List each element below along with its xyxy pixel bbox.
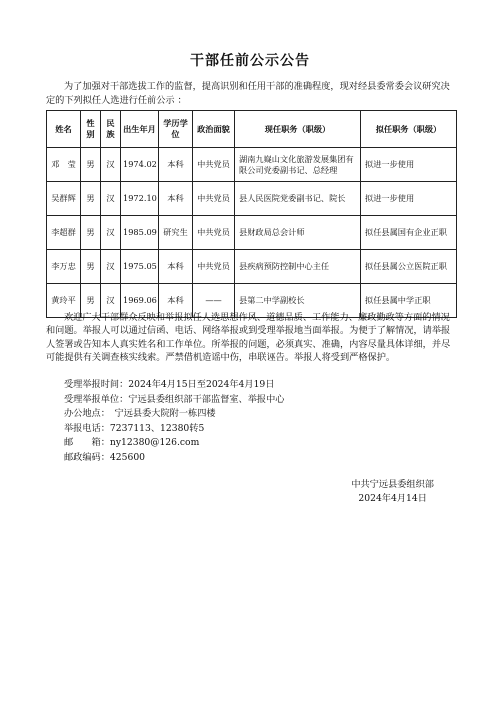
report-unit: 受理举报单位：宁远县委组织部干部监督室、举报中心	[64, 393, 285, 405]
cell-name: 邓 莹	[47, 148, 81, 182]
cell-gender: 男	[81, 216, 101, 250]
cell-gender: 男	[81, 284, 101, 318]
cell-ethnicity: 汉	[101, 250, 121, 284]
table-row	[47, 148, 457, 182]
issue-date: 2024年4月14日	[358, 493, 427, 504]
cell-current-post: 县第二中学副校长	[235, 284, 361, 318]
cell-proposed-post: 拟任县属公立医院正职	[361, 250, 457, 284]
header-name: 姓名	[47, 111, 81, 148]
cell-proposed-post: 拟进一步使用	[361, 182, 457, 216]
cell-ethnicity: 汉	[101, 284, 121, 318]
cell-current-post: 县疾病预防控制中心主任	[235, 250, 361, 284]
cell-proposed-post: 拟进一步使用	[361, 148, 457, 182]
cell-political: 中共党员	[193, 148, 235, 182]
cell-current-post: 湖南九嶷山文化旅游发展集团有限公司党委副书记、总经理	[235, 148, 361, 182]
cell-birth: 1972.10	[121, 182, 159, 216]
cell-proposed-post: 拟任县属国有企业正职	[361, 216, 457, 250]
cell-education: 本科	[159, 182, 193, 216]
contact-block	[64, 378, 285, 465]
cell-ethnicity: 汉	[101, 148, 121, 182]
header-current-post: 现任职务（职级）	[235, 111, 361, 148]
header-political: 政治面貌	[193, 111, 235, 148]
intro-paragraph: 为了加强对干部选拔工作的监督，提高识别和任用干部的准确程度，现对经县委常委会议研究决定的下列拟任人选进行任前公示 ：	[46, 81, 450, 106]
header-birth: 出生年月	[121, 111, 159, 148]
report-time: 受理举报时间：2024年4月15日至2024年4月19日	[64, 379, 275, 390]
header-education: 学历学位	[159, 111, 193, 148]
cell-political: ——	[193, 284, 235, 318]
cell-name: 黄玲平	[47, 284, 81, 318]
cell-name: 李超群	[47, 216, 81, 250]
cell-education: 本科	[159, 284, 193, 318]
table-header-row	[47, 111, 457, 148]
cell-political: 中共党员	[193, 216, 235, 250]
cell-current-post: 县财政局总会计师	[235, 216, 361, 250]
cell-ethnicity: 汉	[101, 182, 121, 216]
page-title: 干部任前公示公告	[190, 53, 310, 69]
header-proposed-post: 拟任职务（职级）	[361, 111, 457, 148]
cell-gender: 男	[81, 182, 101, 216]
cell-birth: 1974.02	[121, 148, 159, 182]
cell-education: 本科	[159, 250, 193, 284]
cell-current-post: 县人民医院党委副书记、院长	[235, 182, 361, 216]
report-phone: 举报电话：7237113、12380转5	[64, 422, 205, 434]
cell-birth: 1985.09	[121, 216, 159, 250]
cell-birth: 1969.06	[121, 284, 159, 318]
signature-block	[351, 478, 434, 506]
table-row	[47, 182, 457, 216]
cell-gender: 男	[81, 250, 101, 284]
cell-education: 本科	[159, 148, 193, 182]
postcode: 邮政编码：425600	[64, 451, 146, 463]
cell-name: 吴群辉	[47, 182, 81, 216]
cell-proposed-post: 拟任县属中学正职	[361, 284, 457, 318]
report-email: 邮 箱：ny12380@126.com	[64, 437, 200, 448]
cell-political: 中共党员	[193, 182, 235, 216]
table-row	[47, 250, 457, 284]
header-ethnicity: 民族	[101, 111, 121, 148]
office-address: 办公地点： 宁远县委大院附一栋四楼	[64, 408, 216, 419]
table-row	[47, 216, 457, 250]
cell-ethnicity: 汉	[101, 216, 121, 250]
candidate-table	[46, 110, 457, 318]
header-gender: 性别	[81, 111, 101, 148]
cell-gender: 男	[81, 148, 101, 182]
notice-paragraph: 欢迎广大干部群众反映和举报拟任人选思想作风、道德品质、工作能力、廉政勤政等方面的情况和问题。举报人可以通过信函、电话、网络举报或到受理举报地当面举报。为便于了解情况，请举报人签署或告知本人真实姓名和工作单位。所举报的问题，必须真实、准确，内容尽量具体详细，并尽可能提供有关调查核实线索。严禁借机造谣中伤，串联诬告。举报人将受到严格保护。	[46, 312, 451, 364]
cell-birth: 1975.05	[121, 250, 159, 284]
cell-name: 李万忠	[47, 250, 81, 284]
cell-political: 中共党员	[193, 250, 235, 284]
cell-education: 研究生	[159, 216, 193, 250]
issuing-org: 中共宁远县委组织部	[351, 479, 434, 490]
